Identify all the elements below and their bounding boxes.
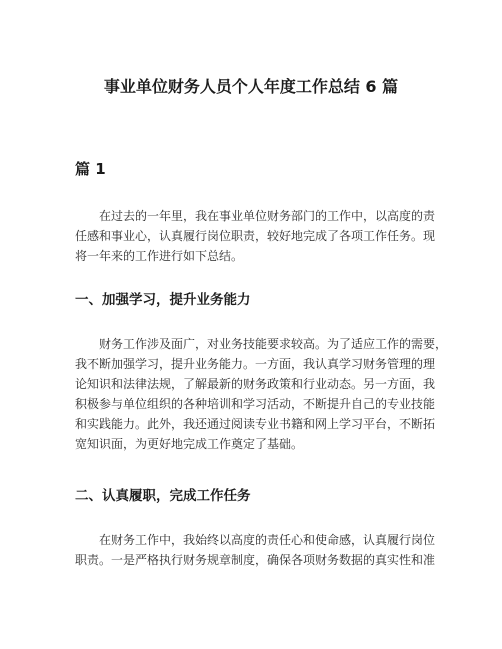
paragraph-line: 和实践能力。此外，我还通过阅读专业书籍和网上学习平台，不断拓 [75,417,436,431]
paragraph-line: 宽知识面，为更好地完成工作奠定了基础。 [75,437,304,451]
intro-paragraph [75,206,435,266]
paragraph-line: 将一年来的工作进行如下总结。 [75,249,244,263]
paragraph-line: 积极参与单位组织的各种培训和学习活动，不断提升自己的专业技能 [75,397,436,411]
section-paragraph-study [75,334,448,454]
section-heading-study: 一、加强学习，提升业务能力 [75,292,251,308]
paragraph-line: 在过去的一年里，我在事业单位财务部门的工作中，以高度的责 [99,209,436,223]
paragraph-line: 论知识和法律法规，了解最新的财务政策和行业动态。另一方面，我 [75,377,436,391]
document-title: 事业单位财务人员个人年度工作总结 6 篇 [103,77,399,96]
paragraph-line: 职责。一是严格执行财务规章制度，确保各项财务数据的真实性和准 [75,553,436,567]
section-paragraph-duty [75,530,435,570]
chapter-label: 篇 1 [75,160,106,178]
paragraph-line: 在财务工作中，我始终以高度的责任心和使命感，认真履行岗位 [99,533,436,547]
paragraph-line: 财务工作涉及面广，对业务技能要求较高。为了适应工作的需要， [99,337,448,351]
section-heading-duty: 二、认真履职，完成工作任务 [75,488,251,504]
paragraph-line: 任感和事业心，认真履行岗位职责，较好地完成了各项工作任务。现 [75,229,436,243]
paragraph-line: 我不断加强学习，提升业务能力。一方面，我认真学习财务管理的理 [75,357,436,371]
